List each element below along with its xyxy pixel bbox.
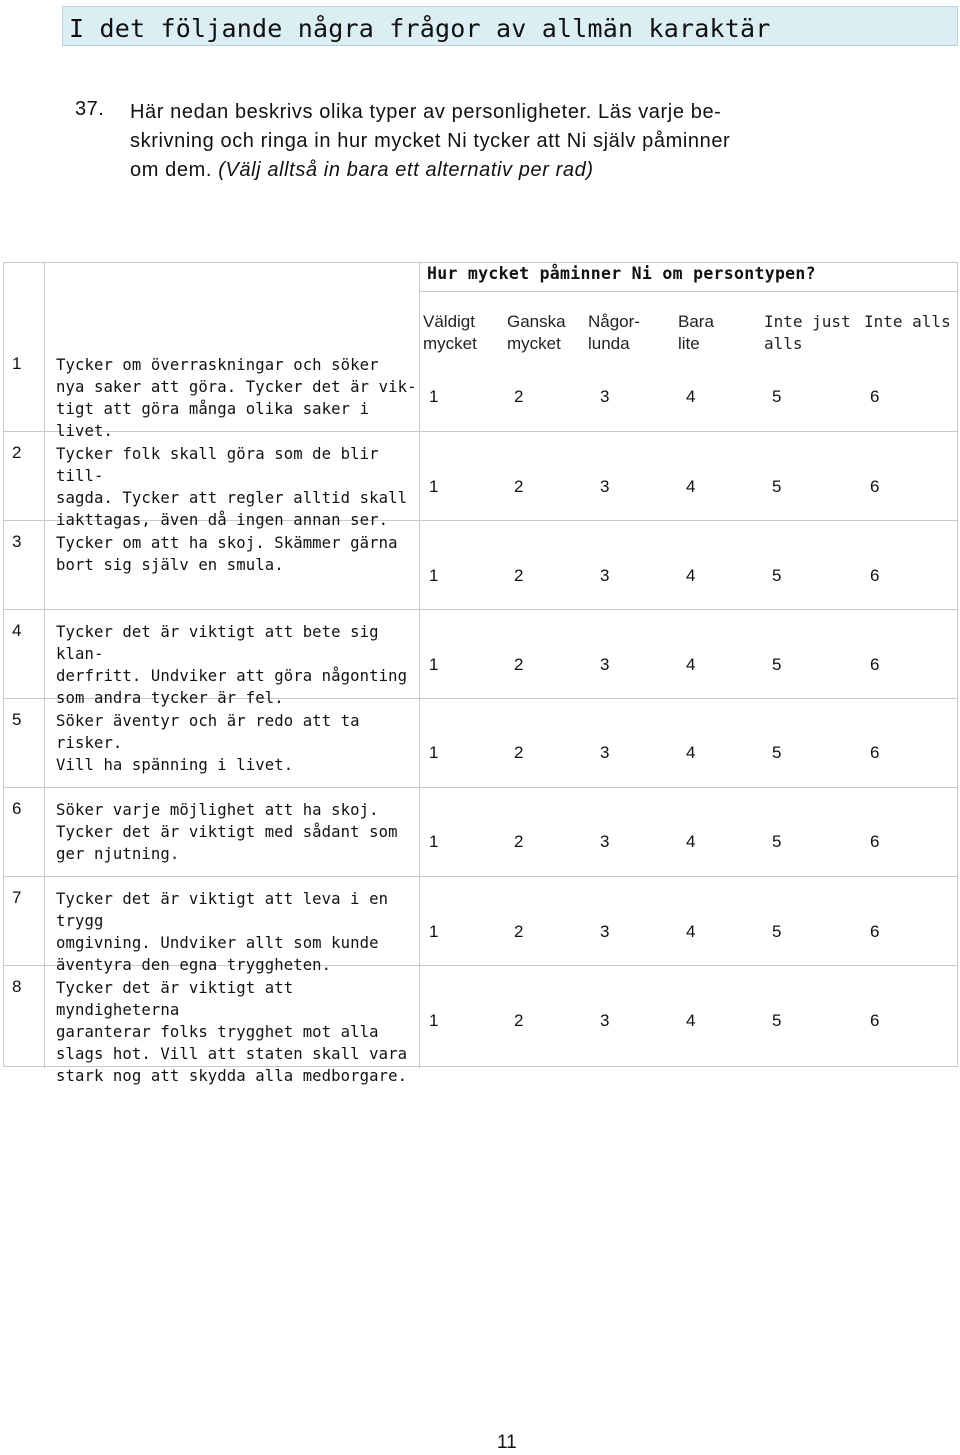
item-number: 7 <box>12 888 22 907</box>
item-description-line: Söker varje möjlighet att ha skoj. <box>56 801 379 819</box>
rating-option-3[interactable]: 3 <box>600 743 610 762</box>
rating-option-6[interactable]: 6 <box>870 832 880 851</box>
rating-option-4[interactable]: 4 <box>686 743 696 762</box>
rating-option-2[interactable]: 2 <box>514 477 524 496</box>
item-description-line: Tycker det är viktigt med sådant som <box>56 823 398 841</box>
item-description-line: ger njutning. <box>56 845 180 863</box>
item-description-line: Tycker det är viktigt att bete sig klan- <box>56 623 379 663</box>
rating-option-1[interactable]: 1 <box>429 655 439 674</box>
rating-option-5[interactable]: 5 <box>772 566 782 585</box>
column-label <box>507 311 566 355</box>
rating-option-5[interactable]: 5 <box>772 743 782 762</box>
rating-option-6[interactable]: 6 <box>870 566 880 585</box>
rating-option-4[interactable]: 4 <box>686 832 696 851</box>
column-label-line: Någor- <box>588 312 640 331</box>
rating-option-3[interactable]: 3 <box>600 922 610 941</box>
rating-option-1[interactable]: 1 <box>429 1011 439 1030</box>
rating-option-5[interactable]: 5 <box>772 922 782 941</box>
column-label-line: mycket <box>507 334 561 353</box>
rating-option-1[interactable]: 1 <box>429 477 439 496</box>
item-description-line: iakttagas, även då ingen annan ser. <box>56 511 389 529</box>
column-label-line: Väldigt <box>423 312 475 331</box>
item-number: 1 <box>12 354 22 373</box>
question-text <box>130 98 890 185</box>
column-label-line: Ganska <box>507 312 566 331</box>
rating-option-3[interactable]: 3 <box>600 477 610 496</box>
table-divider <box>4 876 957 877</box>
rating-option-4[interactable]: 4 <box>686 655 696 674</box>
table-divider <box>419 291 957 292</box>
item-description-line: garanterar folks trygghet mot alla <box>56 1023 379 1041</box>
rating-option-6[interactable]: 6 <box>870 1011 880 1030</box>
rating-option-4[interactable]: 4 <box>686 387 696 406</box>
item-number: 4 <box>12 621 22 640</box>
item-description <box>56 799 426 865</box>
rating-option-2[interactable]: 2 <box>514 655 524 674</box>
rating-option-6[interactable]: 6 <box>870 922 880 941</box>
column-label <box>864 311 951 333</box>
item-description-line: Tycker det är viktigt att leva i en trygg <box>56 890 389 930</box>
column-label-line: Inte alls <box>864 312 951 331</box>
question-line-2: skrivning och ringa in hur mycket Ni tycker att Ni själv påminner <box>130 130 731 152</box>
item-description-line: äventyra den egna tryggheten. <box>56 956 332 974</box>
item-description <box>56 532 426 576</box>
column-label <box>423 311 477 355</box>
column-label-line: alls <box>764 334 803 353</box>
item-number: 6 <box>12 799 22 818</box>
rating-option-4[interactable]: 4 <box>686 1011 696 1030</box>
rating-option-2[interactable]: 2 <box>514 566 524 585</box>
column-label-line: lite <box>678 334 700 353</box>
item-description-line: Söker äventyr och är redo att ta risker. <box>56 712 360 752</box>
column-label <box>678 311 714 355</box>
rating-option-3[interactable]: 3 <box>600 387 610 406</box>
table-divider <box>4 787 957 788</box>
question-number: 37. <box>75 98 105 120</box>
column-label-line: Inte just <box>764 312 851 331</box>
rating-option-5[interactable]: 5 <box>772 655 782 674</box>
rating-option-1[interactable]: 1 <box>429 922 439 941</box>
rating-option-5[interactable]: 5 <box>772 387 782 406</box>
rating-option-2[interactable]: 2 <box>514 743 524 762</box>
question-hint: (Välj alltså in bara ett alternativ per rad) <box>218 159 594 181</box>
survey-table <box>3 262 958 1085</box>
rating-option-1[interactable]: 1 <box>429 832 439 851</box>
item-description-line: sagda. Tycker att regler alltid skall <box>56 489 408 507</box>
item-description <box>56 354 426 442</box>
rating-option-4[interactable]: 4 <box>686 477 696 496</box>
rating-option-3[interactable]: 3 <box>600 566 610 585</box>
rating-option-1[interactable]: 1 <box>429 566 439 585</box>
item-description-line: omgivning. Undviker allt som kunde <box>56 934 379 952</box>
rating-option-1[interactable]: 1 <box>429 743 439 762</box>
question-line-1: Här nedan beskrivs olika typer av personligheter. Läs varje be- <box>130 101 722 123</box>
item-description <box>56 977 426 1087</box>
item-description-line: stark nog att skydda alla medborgare. <box>56 1067 408 1085</box>
section-title: I det följande några frågor av allmän karaktär <box>62 6 958 46</box>
column-label <box>588 311 640 355</box>
item-description-line: bort sig själv en smula. <box>56 556 284 574</box>
question-line-3 <box>130 156 890 185</box>
page-number: 11 <box>497 1432 517 1453</box>
rating-option-5[interactable]: 5 <box>772 477 782 496</box>
question-line-3-start: om dem. <box>130 159 213 181</box>
table-divider <box>44 263 45 1068</box>
item-description-line: som andra tycker är fel. <box>56 689 284 707</box>
rating-option-4[interactable]: 4 <box>686 922 696 941</box>
item-description-line: nya saker att göra. Tycker det är vik- <box>56 378 417 396</box>
table-divider <box>4 609 957 610</box>
item-description-line: Tycker det är viktigt att myndigheterna <box>56 979 294 1019</box>
item-number: 2 <box>12 443 22 462</box>
rating-option-3[interactable]: 3 <box>600 1011 610 1030</box>
rating-option-3[interactable]: 3 <box>600 832 610 851</box>
item-description <box>56 621 426 709</box>
column-label-line: mycket <box>423 334 477 353</box>
item-description <box>56 443 426 531</box>
rating-option-6[interactable]: 6 <box>870 743 880 762</box>
item-description-line: Vill ha spänning i livet. <box>56 756 294 774</box>
rating-option-3[interactable]: 3 <box>600 655 610 674</box>
item-description <box>56 888 426 976</box>
rating-option-2[interactable]: 2 <box>514 1011 524 1030</box>
scale-title: Hur mycket påminner Ni om persontypen? <box>427 264 816 283</box>
item-number: 3 <box>12 532 22 551</box>
item-description-line: Tycker folk skall göra som de blir till- <box>56 445 379 485</box>
rating-option-6[interactable]: 6 <box>870 477 880 496</box>
item-description-line: slags hot. Vill att staten skall vara <box>56 1045 408 1063</box>
item-description-line: derfritt. Undviker att göra någonting <box>56 667 408 685</box>
rating-option-1[interactable]: 1 <box>429 387 439 406</box>
item-number: 5 <box>12 710 22 729</box>
item-description <box>56 710 426 776</box>
rating-option-6[interactable]: 6 <box>870 655 880 674</box>
column-label-line: Bara <box>678 312 714 331</box>
rating-option-2[interactable]: 2 <box>514 387 524 406</box>
rating-option-5[interactable]: 5 <box>772 832 782 851</box>
rating-option-2[interactable]: 2 <box>514 832 524 851</box>
item-description-line: Tycker om att ha skoj. Skämmer gärna <box>56 534 398 552</box>
rating-option-5[interactable]: 5 <box>772 1011 782 1030</box>
rating-option-2[interactable]: 2 <box>514 922 524 941</box>
item-description-line: tigt att göra många olika saker i livet. <box>56 400 370 440</box>
item-number: 8 <box>12 977 22 996</box>
item-description-line: Tycker om överraskningar och söker <box>56 356 379 374</box>
rating-option-6[interactable]: 6 <box>870 387 880 406</box>
column-label-line: lunda <box>588 334 630 353</box>
rating-option-4[interactable]: 4 <box>686 566 696 585</box>
column-label <box>764 311 851 355</box>
